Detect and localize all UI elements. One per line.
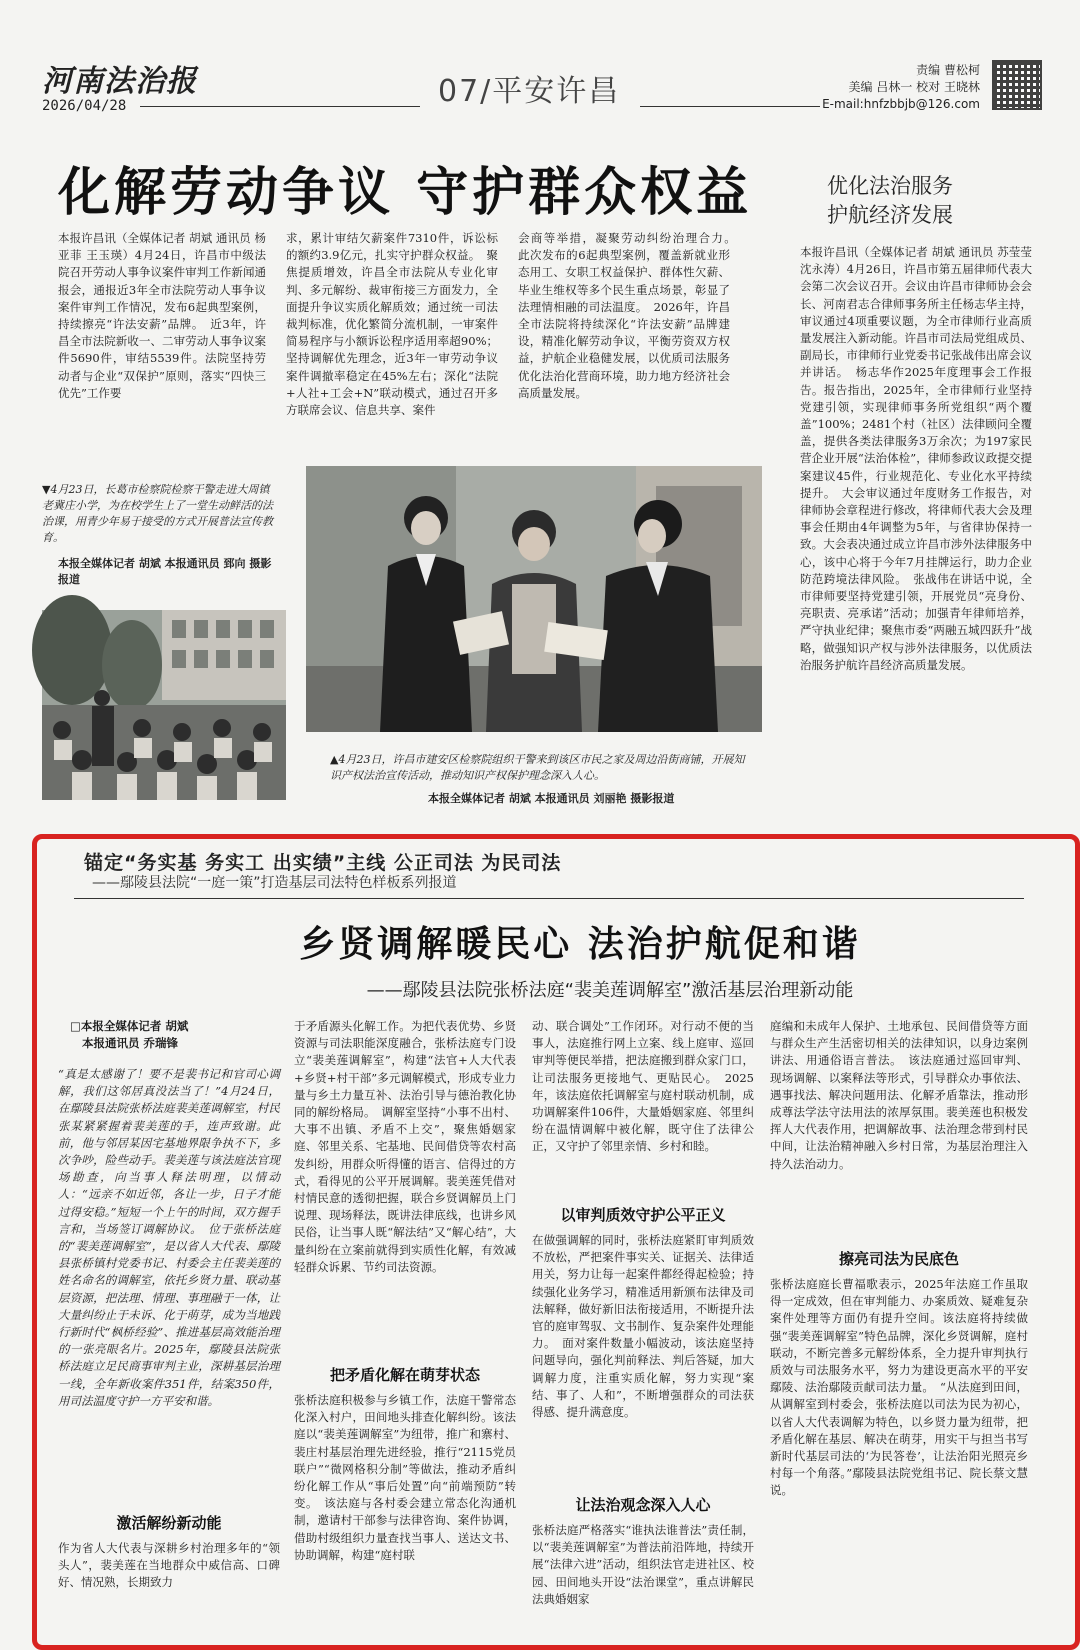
staff-line-editor: 责编 曹松柯 bbox=[916, 63, 980, 77]
feature-headline: 乡贤调解暖民心 法治护航促和谐 bbox=[299, 924, 861, 965]
heading-resolve-early: 把矛盾化解在萌芽状态 bbox=[329, 1366, 480, 1384]
issue-date: 2026/04/28 bbox=[42, 98, 127, 114]
feature-col3-middle: 在做强调解的同时，张桥法庭紧盯审判质效不放松，严把案件事实关、证据关、法律适用关，努力让每一起案件都经得起检验；持续强化业务学习，精准适用新颁布法律及司法解释，做好新旧法衔接适用，不断提升法官的庭审驾驭、文书制作、复杂案件处理能力。 面对案件数量小幅波动，该法庭坚持问题导向，强化判前释法、判后答疑，加大调解力度，注重实质化解，努力实现“案结、事了、人和”，不断增强群众的司法获得感、提升满意度。 bbox=[532, 1233, 754, 1420]
classroom-photo-illustration bbox=[42, 610, 286, 800]
masthead-rule-left bbox=[140, 106, 420, 107]
heading-activate-mediation: 激活解纷新动能 bbox=[116, 1514, 222, 1532]
main-headline: 化解劳动争议 守护群众权益 bbox=[58, 163, 753, 223]
series-subtitle: ——鄢陵县法院“一庭一策”打造基层司法特色样板系列报道 bbox=[92, 875, 457, 891]
feature-col1-lead: “真是太感谢了！要不是裴书记和官司心调解，我们这邻居真没法当了！”4月24日，在鄢陵县法院张桥法庭裴美莲调解室，村民张某紧紧握着裴美莲的手，连声致谢。此前，他与邻居某因宅基地界限争执不下，多次争吵，险些动手。裴美莲与该法庭法官现场勘查，向当事人释法明理，以情动人：“远亲不如近邻，各让一步，日子才能过得安稳。”短短一个上午的时间，双方握手言和，当场签订调解协议。 位于张桥法庭的“裴美莲调解室”，是以省人大代表、鄢陵县张桥镇村党委书记、村委会主任裴美莲的姓名命名的调解室，依托乡贤力量、联动基层资源，把法理、情理、事理融于一体，让大量纠纷止于未诉、化于萌芽，成为当地践行新时代“枫桥经验”、推进基层高效能治理的一张亮眼名片。2025年，鄢陵县法院张桥法庭立足民商事审判主业，深耕基层治理一线，全年新收案件351件，结案350件，用司法温度守护一方平安和谐。 bbox=[58, 1067, 280, 1408]
prosecutors-photo-illustration bbox=[306, 466, 762, 732]
feature-subheadline: ——鄢陵县法院张桥法庭“裴美莲调解室”激活基层治理新动能 bbox=[366, 980, 854, 1001]
prosecutors-photo bbox=[306, 466, 762, 732]
feature-col3-top: 动、联合调处”工作闭环。对行动不便的当事人，法庭推行网上立案、线上庭审、巡回审判等便民举措，把法庭搬到群众家门口，让司法服务更接地气、更贴民心。 2025年，该法庭依托调解室与庭村联动机制，成功调解案件106件，大量婚姻家庭、邻里纠纷在温情调解中被化解，既守住了法律公正，又守护了邻里亲情、乡村和睦。 bbox=[532, 1019, 754, 1154]
side-article-body: 本报许昌讯（全媒体记者 胡斌 通讯员 苏莹莹 沈永涛）4月26日，许昌市第五届律师代表大会第二次会议召开。会议由许昌市律师协会会长、河南君志合律师事务所主任杨志华主持，审议通过4项重要议题，为全市律师行业高质量发展注入新动能。许昌市司法局党组成员、副局长，市律师行业党委书记张战伟出席会议并讲话。 杨志华作2025年度理事会工作报告。报告指出，2025年，全市律师行业坚持党建引领，实现律师事务所党组织“两个覆盖”100%；2481个村（社区）法律顾问全覆盖，提供各类法律服务3万余次；为197家民营企业开展“法治体检”，律师参政议政提交提案建议45件，行业规范化、专业化水平持续提升。 大会审议通过年度财务工作报告，对律师协会章程进行修改，将律师代表大会及理事会任期由4年调整为5年，与省律协保持一致。大会表决通过成立许昌市涉外法律服务中心，该中心将于今年7月挂牌运行，助力企业防范跨境法律风险。 张战伟在讲话中说，全市律师要坚持党建引领，开展党员“亮身份、亮职责、亮承诺”活动；加强青年律师培养，严守执业纪律；聚焦市委“两融五城四跃升”战略，做强知识产权与涉外法律服务，以优质法治服务护航许昌经济高质量发展。 bbox=[800, 245, 1032, 672]
left-photo-credit: 本报全媒体记者 胡斌 本报通讯员 郅向 摄影报道 bbox=[58, 557, 272, 586]
byline-correspondent: 本报通讯员 乔瑞锋 bbox=[82, 1036, 179, 1050]
staff-box bbox=[760, 62, 980, 113]
heading-rule-of-law-awareness: 让法治观念深入人心 bbox=[575, 1496, 711, 1514]
series-rule bbox=[74, 898, 1024, 899]
classroom-photo bbox=[42, 610, 286, 800]
feature-col2-bottom: 张桥法庭积极参与乡镇工作，法庭干警常态化深入村户，田间地头排查化解纠纷。该法庭以“裴美莲调解室”为纽带，推广和寨村、裴庄村基层治理先进经验，推行“2115党员联户”“微网格积分制”等做法，推动矛盾纠纷化解工作从“事后处置”向“前端预防”转变。 该法庭与各村委会建立常态化沟通机制，邀请村干部参与法律咨询、案件协调，借助村级组织力量查找当事人、送达文书、协助调解，构建“庭村联 bbox=[294, 1393, 516, 1562]
feature-byline bbox=[70, 1018, 270, 1052]
main-article-col2: 求，累计审结欠薪案件7310件，诉讼标的额约3.9亿元，扎实守护群众权益。 聚焦提质增效，许昌全市法院从专业化审判、多元解纷、裁审衔接三方面发力，全面提升争议实质化解质效；通过统一司法裁判标准，优化繁简分流机制，一审案件简易程序与小额诉讼程序适用率超90%；坚持调解优先理念，近3年一审劳动争议案件调撤率稳定在45%左右；深化“法院+人社+工会+N”联动模式，通过召开多方联席会议、信息共享、案件 bbox=[286, 231, 498, 418]
staff-line-design: 美编 吕林一 校对 王晓林 bbox=[848, 80, 980, 94]
newspaper-masthead: 河南法治报 bbox=[42, 64, 197, 99]
center-photo-credit: 本报全媒体记者 胡斌 本报通讯员 刘丽艳 摄影报道 bbox=[428, 792, 675, 805]
series-title: 锚定“务实基 务实工 出实绩”主线 公正司法 为民司法 bbox=[84, 852, 562, 874]
main-article-col1: 本报许昌讯（全媒体记者 胡斌 通讯员 杨亚菲 王玉瑛）4月24日，许昌市中级法院召开劳动人事争议案件审判工作新闻通报会，通报近3年全市法院劳动人事争议案件审判工作情况，发布6起典型案例，持续擦亮“许法安薪”品牌。 近3年，许昌全市法院新收一、二审劳动人事争议案件5690件，审结5539件。法院坚持劳动者与企业“双保护”原则，落实“四快三优先”工作要 bbox=[58, 231, 266, 400]
side-title-line2: 护航经济发展 bbox=[827, 203, 953, 227]
left-photo-caption: ▼4月23日，长葛市检察院检察干警走进大周镇老冀庄小学，为在校学生上了一堂生动鲜活的法治课，用青少年易于接受的方式开展普法宣传教育。 bbox=[42, 483, 273, 544]
feature-col4-top: 庭编和未成年人保护、土地承包、民间借贷等方面与群众生产生活密切相关的法律知识，以身边案例讲法、用通俗语言普法。 该法庭通过巡回审判、现场调解、以案释法等形式，引导群众办事依法、遇事找法、解决问题用法、化解矛盾靠法，推动形成尊法学法守法用法的浓厚氛围。裴美莲也积极发挥人大代表作用，把调解故事、法治理念带到村民中间，让法治精神融入乡村日常，为基层治理注入持久法治动力。 bbox=[770, 1019, 1028, 1171]
heading-serve-people: 擦亮司法为民底色 bbox=[838, 1250, 959, 1268]
qr-code-icon bbox=[992, 60, 1042, 110]
side-title-line1: 优化法治服务 bbox=[827, 174, 953, 198]
feature-col3-bottom: 张桥法庭严格落实“谁执法谁普法”责任制，以“裴美莲调解室”为普法前沿阵地，持续开展“法律六进”活动，组织法官走进社区、校园、田间地头开设“法治课堂”，重点讲解民法典婚姻家 bbox=[532, 1523, 754, 1606]
page-label: 07/平安许昌 bbox=[438, 74, 621, 109]
heading-quality-justice: 以审判质效守护公平正义 bbox=[560, 1206, 726, 1224]
center-photo-caption: ▲4月23日，许昌市建安区检察院组织干警来到该区市民之家及周边沿街商铺，开展知识产权法治宣传活动，推动知识产权保护理念深入人心。 bbox=[330, 753, 745, 782]
feature-col1-tail: 作为省人大代表与深耕乡村治理多年的“领头人”，裴美莲在当地群众中威信高、口碑好、情况熟，长期致力 bbox=[58, 1541, 280, 1590]
side-article-title bbox=[790, 172, 990, 230]
staff-email: E-mail:hnfzbbjb@126.com bbox=[822, 97, 980, 111]
main-article-col3: 会商等举措，凝聚劳动纠纷治理合力。 此次发布的6起典型案例，覆盖新就业形态用工、女职工权益保护、群体性欠薪、毕业生维权等多个民生重点场景，彰显了法理情相融的司法温度。 2026年，许昌全市法院将持续深化“许法安薪”品牌建设，精准化解劳动争议，平衡劳资双方权益，护航企业稳健发展，以优质司法服务优化法治化营商环境，助力地方经济社会高质量发展。 bbox=[518, 231, 742, 400]
byline-reporter: □本报全媒体记者 胡斌 bbox=[70, 1019, 189, 1033]
feature-col4-bottom: 张桥法庭庭长曹福歌表示，2025年法庭工作虽取得一定成效，但在审判能力、办案质效、疑难复杂案件处理等方面仍有提升空间。该法庭将持续做强“裴美莲调解室”特色品牌，深化乡贤调解，庭村联动，不断完善多元解纷体系，全力提升审判执行质效与司法服务水平，努力为建设更高水平的平安鄢陵、法治鄢陵贡献司法力量。 “从法庭到田间，从调解室到村委会，张桥法庭以司法为民为初心，以省人大代表调解为特色，以乡贤力量为纽带，把矛盾化解在基层、解决在萌芽，用实干与担当书写新时代基层司法的‘为民答卷’，让法治阳光照亮乡村每一个角落。”鄢陵县法院党组书记、院长蔡文慧说。 bbox=[770, 1277, 1028, 1498]
feature-col2-top: 于矛盾源头化解工作。为把代表优势、乡贤资源与司法职能深度融合，张桥法庭专门设立“裴美莲调解室”，构建“法官+人大代表+乡贤+村干部”多元调解模式，形成专业力量与乡土力量互补、法治引导与德治教化协同的解纷格局。 调解室坚持“小事不出村、大事不出镇、矛盾不上交”，聚焦婚姻家庭、邻里关系、宅基地、民间借贷等农村高发纠纷，用群众听得懂的语言、信得过的方式，看得见的公平开展调解。裴美莲凭借对村情民意的透彻把握，联合乡贤调解员上门说理、现场释法，既讲法律底线，也讲乡风民俗，让当事人既“解法结”又“解心结”，大量纠纷在立案前就得到实质性化解，有效减轻群众诉累、节约司法资源。 bbox=[294, 1019, 516, 1274]
